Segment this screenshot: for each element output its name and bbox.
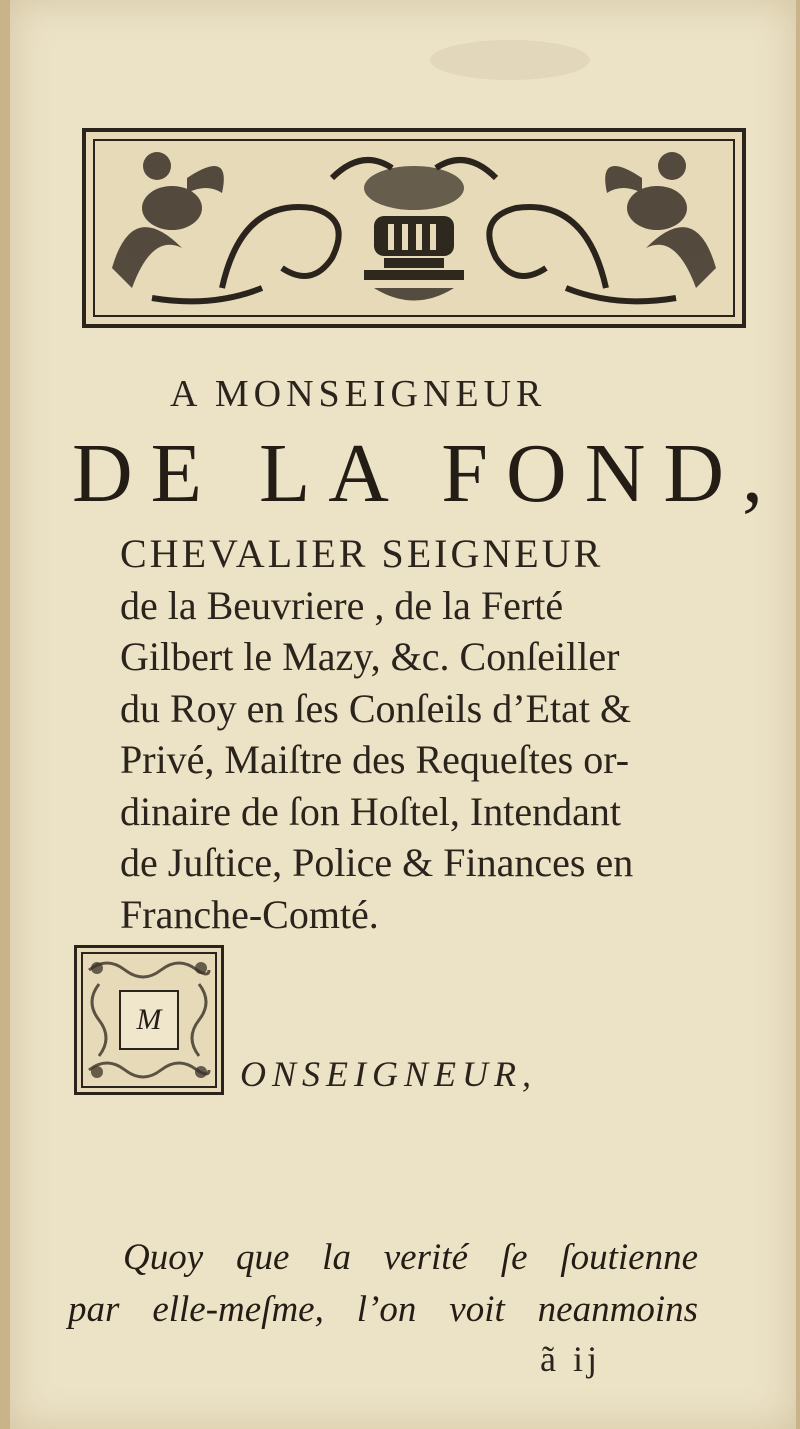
- headpiece-engraving: [92, 138, 736, 318]
- address-line: CHEVALIER SEIGNEUR: [120, 531, 604, 576]
- dedication-heading: A MONSEIGNEUR: [170, 373, 547, 415]
- address-line: du Roy en ſes Conſeils d’Etat &: [120, 685, 632, 731]
- dedicatee-titles: [120, 528, 700, 940]
- dedicatee-name: DE LA FOND,: [72, 427, 782, 520]
- salutation: ONSEIGNEUR,: [240, 1054, 537, 1094]
- address-line: dinaire de ſon Hoſtel, Intendant: [120, 788, 621, 834]
- address-line: Franche-Comté.: [120, 891, 379, 937]
- address-line: Gilbert le Mazy, &c. Conſeiller: [120, 634, 620, 679]
- body-line: par elle-meſme, l’on voit neanmoins: [68, 1289, 698, 1330]
- signature-mark: ã ij: [540, 1339, 601, 1379]
- book-page: [10, 0, 796, 1429]
- body-paragraph: [68, 1232, 698, 1336]
- paper-stain: [430, 40, 590, 80]
- body-line: Quoy que la verité ſe ſoutienne: [123, 1237, 698, 1278]
- address-line: de Juſtice, Police & Finances en: [120, 840, 634, 885]
- address-line: de la Beuvriere , de la Ferté: [120, 582, 564, 628]
- initial-letter: M: [119, 990, 179, 1050]
- decorated-initial-icon: [74, 945, 224, 1095]
- ornamental-headpiece-icon: [82, 128, 746, 328]
- address-line: Privé, Maiſtre des Requeſtes or-: [120, 737, 630, 782]
